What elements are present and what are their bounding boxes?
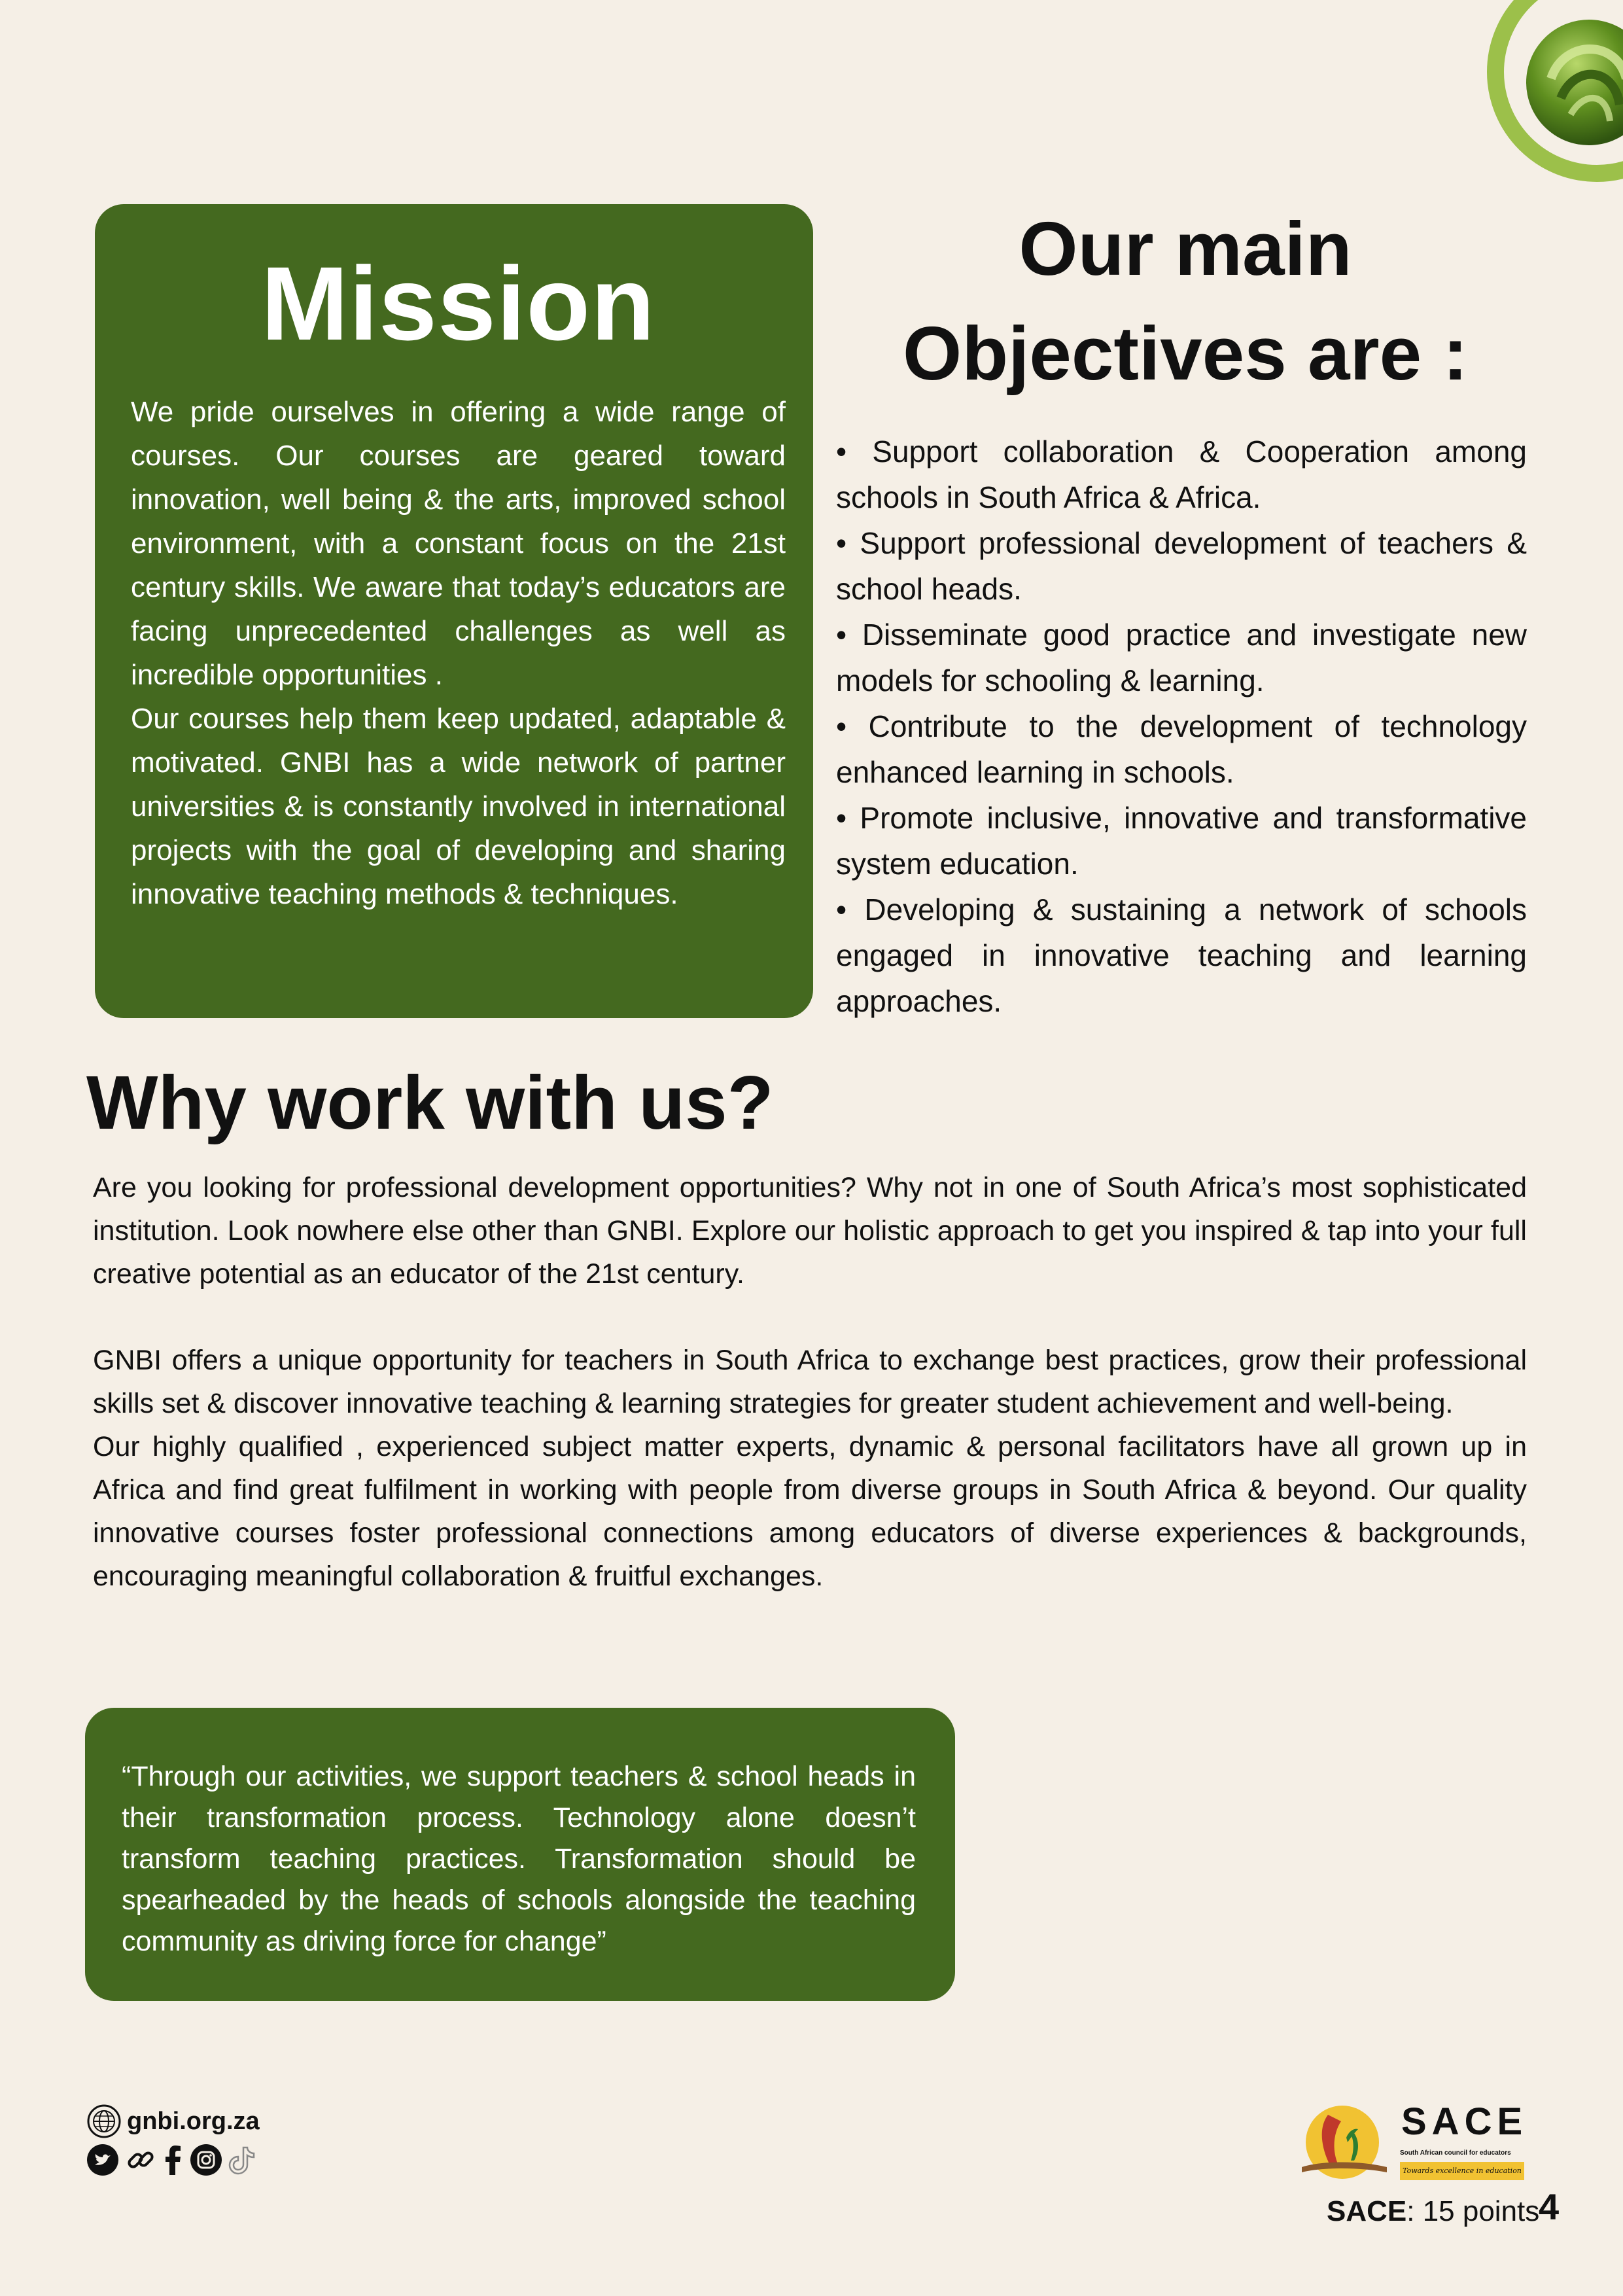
objectives-title-line: Objectives are : xyxy=(903,311,1468,396)
sace-wordmark: SACE xyxy=(1401,2100,1528,2143)
mission-box xyxy=(95,204,813,1018)
mission-title: Mission xyxy=(261,245,655,362)
why-paragraph: GNBI offers a unique opportunity for teachers in South Africa to exchange best practices, grow their professional skills set & discover innovative teaching & learning strategies for greater student achievement and well-being. xyxy=(93,1345,1527,1419)
objectives-title-line: Our main xyxy=(1019,206,1352,291)
points-value: : 15 points xyxy=(1406,2195,1540,2227)
points-label: SACE xyxy=(1327,2195,1407,2227)
globe-icon xyxy=(86,2104,122,2139)
why-paragraph: Our highly qualified , experienced subject matter experts, dynamic & personal facilitators have all grown up in Africa and find great fulfilment in working with people from diverse groups in South Africa & beyond. Our quality innovative courses foster professional connections among educators of diverse experiences & backgrounds, encouraging meaningful collaboration & fruitful exchanges. xyxy=(93,1431,1527,1592)
gnbi-corner-logo xyxy=(1401,0,1623,183)
objective-item: • Disseminate good practice and investigate new models for schooling & learning. xyxy=(836,618,1527,698)
social-icons xyxy=(86,2144,260,2176)
link-icon[interactable] xyxy=(124,2144,157,2176)
page-number: 4 xyxy=(1539,2186,1560,2227)
objective-item: • Promote inclusive, innovative and transformative system education. xyxy=(836,801,1527,881)
objective-item: • Developing & sustaining a network of schools engaged in innovative teaching and learning approaches. xyxy=(836,892,1527,1018)
objective-item: • Support collaboration & Cooperation among schools in South Africa & Africa. xyxy=(836,434,1527,514)
mission-text xyxy=(131,390,786,916)
website-link[interactable]: gnbi.org.za xyxy=(127,2107,260,2135)
sace-subtitle: South African council for educators xyxy=(1400,2149,1511,2157)
facebook-icon[interactable] xyxy=(162,2144,184,2176)
why-title: Why work with us? xyxy=(86,1060,774,1145)
quote-text: “Through our activities, we support teachers & school heads in their transformation process. Technology alone doesn’t transform teaching practices. Transformation should be spearheaded by the heads of schools alongside the teaching community as driving force for change” xyxy=(122,1761,916,1957)
objectives-title xyxy=(826,196,1545,406)
quote-box xyxy=(85,1708,955,2001)
twitter-icon[interactable] xyxy=(86,2144,119,2176)
objective-item: • Contribute to the development of technology enhanced learning in schools. xyxy=(836,709,1527,789)
objectives-list xyxy=(836,429,1527,1024)
tiktok-icon[interactable] xyxy=(228,2144,256,2176)
paragraph-spacer xyxy=(93,1296,1527,1339)
mission-paragraph: Our courses help them keep updated, adaptable & motivated. GNBI has a wide network of partner universities & is constantly involved in international projects with the goal of developing and sharing innovative teaching methods & techniques. xyxy=(131,703,786,910)
sace-tagline: Towards excellence in education xyxy=(1400,2162,1524,2180)
footer-contacts xyxy=(86,2102,260,2176)
instagram-icon[interactable] xyxy=(190,2144,222,2176)
objective-item: • Support professional development of teachers & school heads. xyxy=(836,526,1527,606)
website-row[interactable] xyxy=(86,2102,260,2141)
mission-paragraph: We pride ourselves in offering a wide range of courses. Our courses are geared toward innovation, well being & the arts, improved school environment, with a constant focus on the 21st century skills. We aware that today’s educators are facing unprecedented challenges as well as incredible opportunities . xyxy=(131,396,786,691)
sace-points xyxy=(1327,2192,1539,2231)
why-paragraph: Are you looking for professional development opportunities? Why not in one of South Africa’s most sophisticated institution. Look nowhere else other than GNBI. Explore our holistic approach to get you inspired & tap into your full creative potential as an educator of the 21st century. xyxy=(93,1172,1527,1290)
why-text xyxy=(93,1166,1527,1598)
